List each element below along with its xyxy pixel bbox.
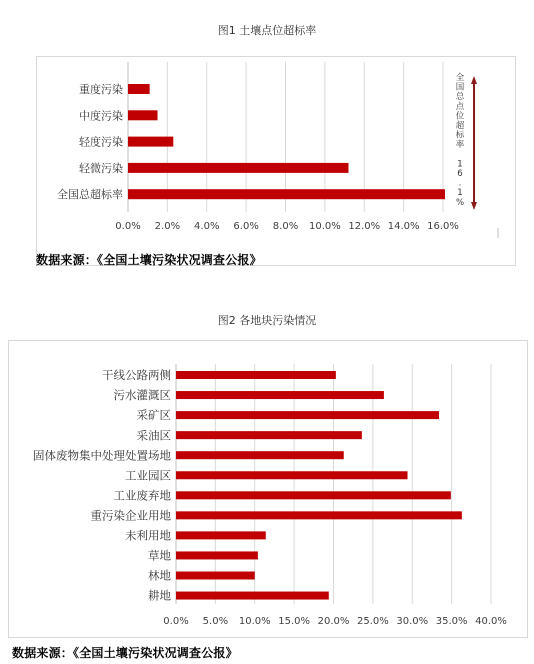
chart2-tick-label: 10.0% [238,616,271,627]
chart2-tick-label: 35.0% [435,616,468,627]
chart1-tick-label: 2.0% [154,221,181,232]
chart1-annotation-char: 国 [455,82,465,93]
chart1-category-label: 中度污染 [79,109,123,123]
chart1-annotation-char: 点 [455,101,465,112]
chart1-category-label: 全国总超标率 [57,188,123,202]
chart2-category-label: 重污染企业用地 [90,508,171,523]
chart2-category-label: 林地 [148,568,171,583]
chart2-bar [176,451,344,459]
chart1-annotation-char: 超 [455,121,465,131]
chart2-tick-label: 20.0% [317,616,350,627]
chart1-tick-label: 0.0% [115,221,141,232]
chart2-tick-label: 30.0% [396,616,429,627]
chart2-bar [176,411,439,419]
chart2-bar [176,511,462,519]
chart1-annotation-char: % [455,197,465,208]
chart2-category-label: 采油区 [136,428,171,443]
chart1-tick-label: 16.0% [427,221,459,232]
chart2-bar [176,572,255,580]
chart2-bar [176,551,258,559]
chart1-annotation-char: 总 [455,92,465,103]
chart2-tick-label: 40.0% [475,616,507,627]
chart2-category-label: 干线公路两侧 [102,368,171,383]
chart1-source: 数据来源：《全国土壤污染状况调查公报》 [36,253,262,267]
chart2-category-label: 污水灌溉区 [113,388,171,403]
chart2-category-label: 未利用地 [125,528,171,543]
chart2-category-label: 固体废物集中处理处置场地 [33,448,171,463]
chart1-annotation-char: 1 [457,159,463,170]
chart1-annotation-char: 率 [455,140,465,151]
chart2-bar [176,391,384,399]
chart1-title: 图1 土壤点位超标率 [217,24,317,37]
chart2-bar [176,491,451,499]
chart2-bar [176,471,408,479]
chart1-tick-label: 10.0% [308,221,341,232]
chart1-tick-label: 8.0% [272,221,299,232]
chart2-category-label: 耕地 [148,588,171,603]
chart2-bar [176,371,336,379]
chart2-bar [176,531,266,539]
chart2-tick-label: 15.0% [278,616,311,627]
chart2-bar [176,431,362,439]
chart2-bar [176,592,329,600]
chart2-tick-label: 0.0% [163,616,189,627]
chart1-tick-label: 4.0% [194,221,220,232]
chart1-tick-label: 12.0% [348,221,381,232]
chart1-tick-label: 6.0% [233,221,259,232]
chart1-category-label: 重度污染 [79,82,123,96]
chart2-category-label: 工业园区 [125,468,171,483]
chart1-annotation-char: 6 [457,169,463,179]
chart1-category-label: 轻度污染 [79,135,123,149]
chart1-tick-label: 14.0% [387,221,420,232]
chart1-annotation-char: 位 [455,111,465,122]
chart2-category-label: 草地 [148,548,171,563]
chart1-annotation-char: 1 [457,188,463,199]
chart1-annotation-char: . [458,178,462,189]
chart2-category-label: 采矿区 [136,408,171,423]
chart1-category-label: 轻微污染 [79,161,123,175]
chart2-tick-label: 5.0% [202,616,229,627]
chart1-annotation-char: 标 [455,130,465,141]
chart2-source: 数据来源：《全国土壤污染状况调查公报》 [12,646,238,660]
chart2-category-label: 工业废弃地 [113,488,171,503]
chart2-tick-label: 25.0% [356,616,389,627]
chart2-title: 图2 各地块污染情况 [217,314,317,327]
chart1-annotation-char: 全 [455,73,465,83]
